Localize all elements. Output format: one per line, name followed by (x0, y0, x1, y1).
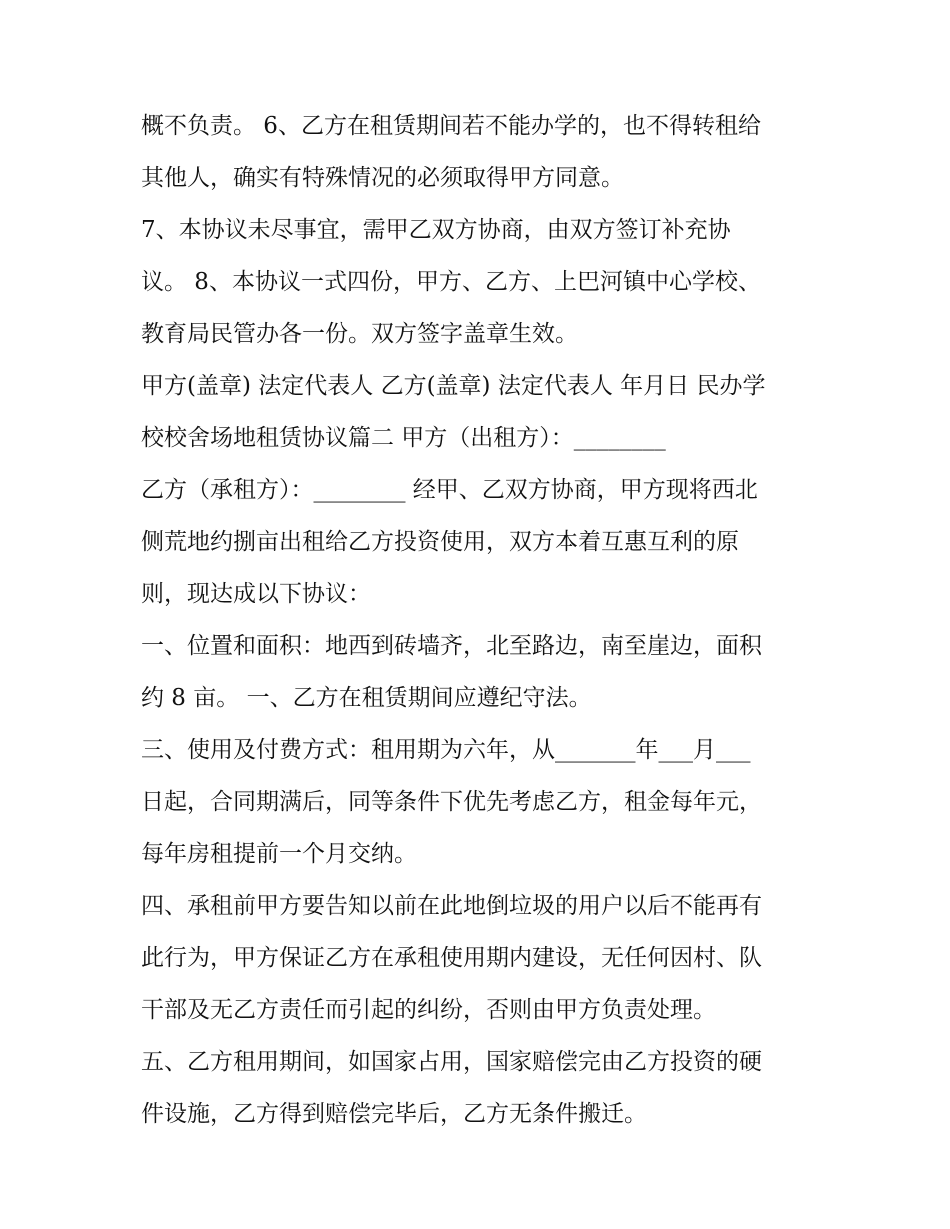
text-line: 概不负责。 6、乙方在租赁期间若不能办学的，也不得转租给 (141, 113, 761, 139)
text-line: 校校舍场地租赁协议篇二 甲方（出租方）：________ (141, 425, 666, 451)
text-line: 一、位置和面积：地西到砖墙齐，北至路边，南至崖边，面积 (141, 633, 762, 659)
text-line: 五、乙方租用期间，如国家占用，国家赔偿完由乙方投资的硬 (141, 1049, 762, 1075)
text-line: 乙方（承租方）：________ 经甲、乙双方协商，甲方现将西北 (141, 477, 758, 503)
text-line: 日起，合同期满后，同等条件下优先考虑乙方，租金每年元， (141, 789, 762, 815)
text-line: 此行为，甲方保证乙方在承租使用期内建设，无任何因村、队 (141, 945, 762, 971)
text-line: 则，现达成以下协议： (141, 581, 371, 607)
text-line: 件设施，乙方得到赔偿完毕后，乙方无条件搬迁。 (141, 1101, 647, 1127)
text-line: 甲方(盖章) 法定代表人 乙方(盖章) 法定代表人 年月日 民办学 (141, 373, 766, 399)
text-line: 三、使用及付费方式：租用期为六年，从_______年___月___ (141, 737, 751, 763)
text-line: 干部及无乙方责任而引起的纠纷，否则由甲方负责处理。 (141, 997, 716, 1023)
text-line: 四、承租前甲方要告知以前在此地倒垃圾的用户以后不能再有 (141, 893, 762, 919)
text-line: 约 8 亩。 一、乙方在租赁期间应遵纪守法。 (141, 685, 592, 711)
text-line: 议。 8、本协议一式四份，甲方、乙方、上巴河镇中心学校、 (141, 269, 761, 295)
text-line: 教育局民管办各一份。双方签字盖章生效。 (141, 321, 578, 347)
text-line: 其他人，确实有特殊情况的必须取得甲方同意。 (141, 165, 624, 191)
text-line: 7、本协议未尽事宜，需甲乙双方协商，由双方签订补充协 (141, 217, 731, 243)
text-line: 侧荒地约捌亩出租给乙方投资使用，双方本着互惠互利的原 (141, 529, 739, 555)
text-line: 每年房租提前一个月交纳。 (141, 841, 417, 867)
